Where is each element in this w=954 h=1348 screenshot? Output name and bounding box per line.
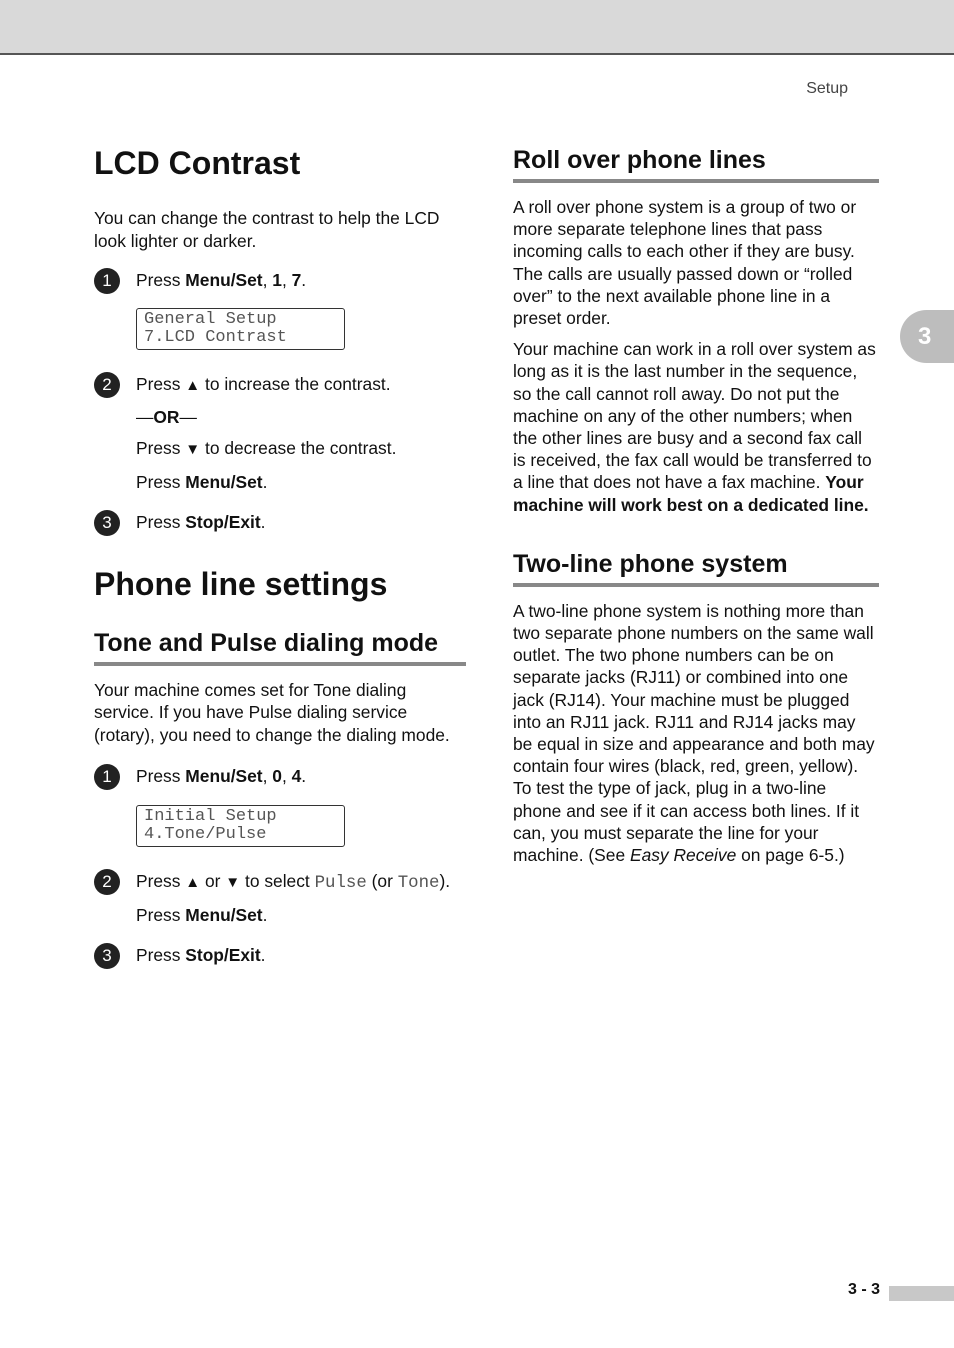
page-number: 3 - 3	[847, 1281, 880, 1298]
lcd-line-1: Initial Setup	[144, 806, 277, 826]
lcd-step-3: 3 Press Stop/Exit.	[94, 511, 466, 533]
pulse-option: Pulse	[314, 873, 367, 893]
left-column	[94, 140, 466, 966]
roll-over-para-2: Your machine can work in a roll over system as long as it is the last number in the sequence, so the call cannot roll away. Do not put the machine on any of the other numbers; when the other lines are busy and a second fax call is received, the fax call would be transferred to a line that does not have a fax machine. Your machine will work best on a dedicated line.	[513, 339, 876, 515]
step-number: 3	[94, 943, 120, 969]
step-number: 2	[94, 372, 120, 398]
roll-over-title: Roll over phone lines	[513, 145, 879, 183]
step-number: 1	[94, 764, 120, 790]
two-line-para: A two-line phone system is nothing more than two separate phone numbers on the same wall outlet. The two phone numbers can be on separate jacks (RJ11) or combined into one jack (RJ14). Your machine must be plugged into an RJ11 jack. RJ11 and RJ14 jacks may be equal in size and appearance and both may contain four wires (black, red, green, yellow). To test the type of jack, plug in a two-line phone and see if it can access both lines. If it can, you must separate the line for your machine. (See Easy Receive on page 6-5.)	[513, 600, 875, 866]
lcd-line-2: 4.Tone/Pulse	[144, 824, 267, 844]
lcd-line-1: General Setup	[144, 309, 277, 329]
up-arrow-icon: ▲	[185, 873, 201, 891]
running-head: Setup	[806, 80, 848, 97]
lcd-contrast-intro: You can change the contrast to help the LCD look lighter or darker.	[94, 208, 440, 251]
down-arrow-icon: ▼	[225, 873, 241, 891]
decrease-line: Press ▼ to decrease the contrast.	[136, 437, 397, 458]
roll-over-para-1: A roll over phone system is a group of two or more separate telephone lines that pass incoming calls to each other if they are busy. The calls are usually passed down or “rolled over” to the next available phone line in a preset order.	[513, 197, 857, 329]
tone-option: Tone	[397, 873, 440, 893]
tone-step-1: 1 Press Menu/Set, 0, 4.	[94, 765, 466, 787]
lcd-step-1: 1 Press Menu/Set, 1, 7.	[94, 269, 466, 291]
down-arrow-icon: ▼	[185, 440, 201, 458]
chapter-tab: 3	[900, 310, 954, 363]
up-arrow-icon: ▲	[185, 376, 201, 394]
footer-bar	[889, 1286, 954, 1301]
lcd-display	[136, 308, 345, 350]
press-menu-set-line: Press Menu/Set.	[136, 904, 268, 925]
header-band	[0, 0, 954, 55]
menu-set-key: Menu/Set	[185, 269, 263, 290]
tone-step-2: 2 Press ▲ or ▼ to select Pulse (or Tone).	[94, 870, 466, 895]
step-number: 2	[94, 869, 120, 895]
lcd-step-2: 2 Press ▲ to increase the contrast.	[94, 373, 466, 397]
lcd-contrast-title: LCD Contrast	[94, 145, 301, 181]
phone-line-settings-title: Phone line settings	[94, 565, 388, 602]
lcd-line-2: 7.LCD Contrast	[144, 327, 287, 347]
press-menu-set-line: Press Menu/Set.	[136, 471, 268, 492]
lcd-display	[136, 805, 345, 847]
step-number: 1	[94, 268, 120, 294]
two-line-title: Two-line phone system	[513, 549, 879, 587]
tone-pulse-intro: Your machine comes set for Tone dialing service. If you have Pulse dialing service (rotary), you need to change the dialing mode.	[94, 680, 450, 745]
tone-step-3: 3 Press Stop/Exit.	[94, 944, 466, 966]
or-line: —OR—	[136, 406, 197, 427]
right-column	[513, 140, 879, 866]
step-number: 3	[94, 510, 120, 536]
tone-pulse-subtitle: Tone and Pulse dialing mode	[94, 628, 466, 666]
